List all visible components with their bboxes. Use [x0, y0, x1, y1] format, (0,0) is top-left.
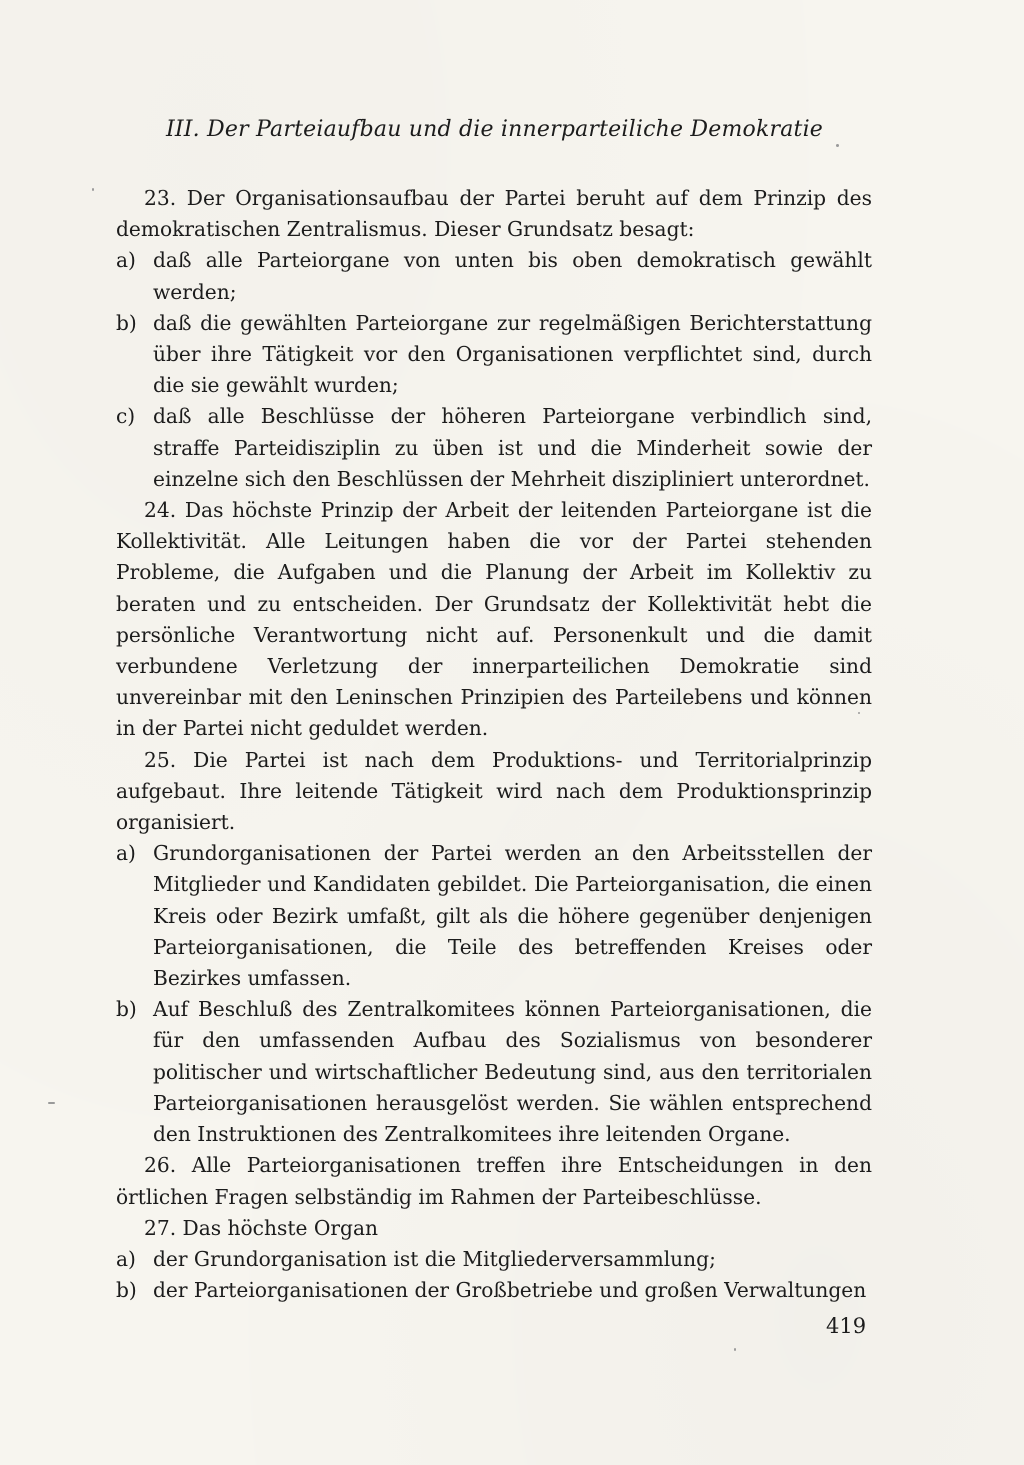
- list-item-text: daß die gewählten Parteiorgane zur regelmäßigen Berichterstattung über ihre Tätigkeit vor den Organisationen verpflichtet sind, durch die sie gewählt wurden;: [153, 310, 872, 398]
- list-marker: b): [116, 997, 137, 1022]
- paragraph-24: 24. Das höchste Prinzip der Arbeit der leitenden Parteiorgane ist die Kollektivität. Alle Leitungen haben die vor der Partei stehenden Probleme, die Aufgaben und die Planung der Arbeit im Kollektiv zu beraten und zu entscheiden. Der Grundsatz der Kollektivität hebt die persönliche Verantwortung nicht auf. Personenkult und die damit verbundene Verletzung der innerparteilichen Demokratie sind unvereinbar mit den Leninschen Prinzipien des Parteilebens und können in der Partei nicht geduldet werden.: [116, 498, 872, 741]
- list-marker: c): [116, 404, 136, 429]
- list-item: [116, 245, 872, 307]
- body-text: [116, 183, 872, 1306]
- page-number: 419: [826, 1314, 867, 1338]
- list-item-text: Auf Beschluß des Zentralkomitees können Parteiorganisationen, die für den umfassenden Aufbau des Sozialismus von besonderer politischer und wirtschaftlicher Bedeutung sind, aus den territorialen Parteiorganisationen herausgelöst werden. Sie wählen entsprechend den Instruktionen des Zentralkomitees ihre leitenden Organe.: [153, 997, 872, 1147]
- scan-speck: [836, 144, 839, 147]
- list-item: [116, 994, 872, 1150]
- scan-speck: [48, 1102, 55, 1104]
- list-item: [116, 308, 872, 402]
- list-marker: a): [116, 248, 136, 273]
- list-item: [116, 1275, 872, 1306]
- list-marker: a): [116, 841, 136, 866]
- scan-speck: [734, 1348, 736, 1351]
- list-item: [116, 1244, 872, 1275]
- list-item-text: Grundorganisationen der Partei werden an den Arbeitsstellen der Mitglieder und Kandidaten gebildet. Die Parteiorganisation, die einen Kreis oder Bezirk umfaßt, gilt als die höhere gegenüber denjenigen Parteiorganisationen, die Teile des betreffenden Kreises oder Bezirkes umfassen.: [153, 841, 872, 991]
- list-marker: b): [116, 1278, 137, 1303]
- scan-speck: [92, 188, 94, 191]
- list-item-text: der Grundorganisation ist die Mitgliederversammlung;: [153, 1246, 716, 1271]
- section-heading: III. Der Parteiaufbau und die innerparteiliche Demokratie: [166, 117, 824, 142]
- paragraph-26: 26. Alle Parteiorganisationen treffen ihre Entscheidungen in den örtlichen Fragen selbständig im Rahmen der Parteibeschlüsse.: [116, 1153, 872, 1209]
- list-marker: b): [116, 310, 137, 335]
- scan-speck: [858, 712, 860, 714]
- list-item: [116, 838, 872, 994]
- list-item-text: daß alle Beschlüsse der höheren Parteiorgane verbindlich sind, straffe Parteidisziplin zu üben ist und die Minderheit sowie der einzelne sich den Beschlüssen der Mehrheit diszipliniert unterordnet.: [153, 404, 872, 491]
- paragraph-25: 25. Die Partei ist nach dem Produktions- und Territorialprinzip aufgebaut. Ihre leitende Tätigkeit wird nach dem Produktionsprinzip organisiert.: [116, 747, 872, 835]
- list-item-text: der Parteiorganisationen der Großbetriebe und großen Verwaltungen: [153, 1278, 867, 1303]
- list-item: [116, 401, 872, 495]
- list-marker: a): [116, 1246, 136, 1271]
- paragraph-27: 27. Das höchste Organ: [144, 1215, 378, 1240]
- paragraph-23: 23. Der Organisationsaufbau der Partei beruht auf dem Prinzip des demokratischen Zentralismus. Dieser Grundsatz besagt:: [116, 186, 872, 242]
- list-item-text: daß alle Parteiorgane von unten bis oben demokratisch gewählt werden;: [153, 248, 872, 304]
